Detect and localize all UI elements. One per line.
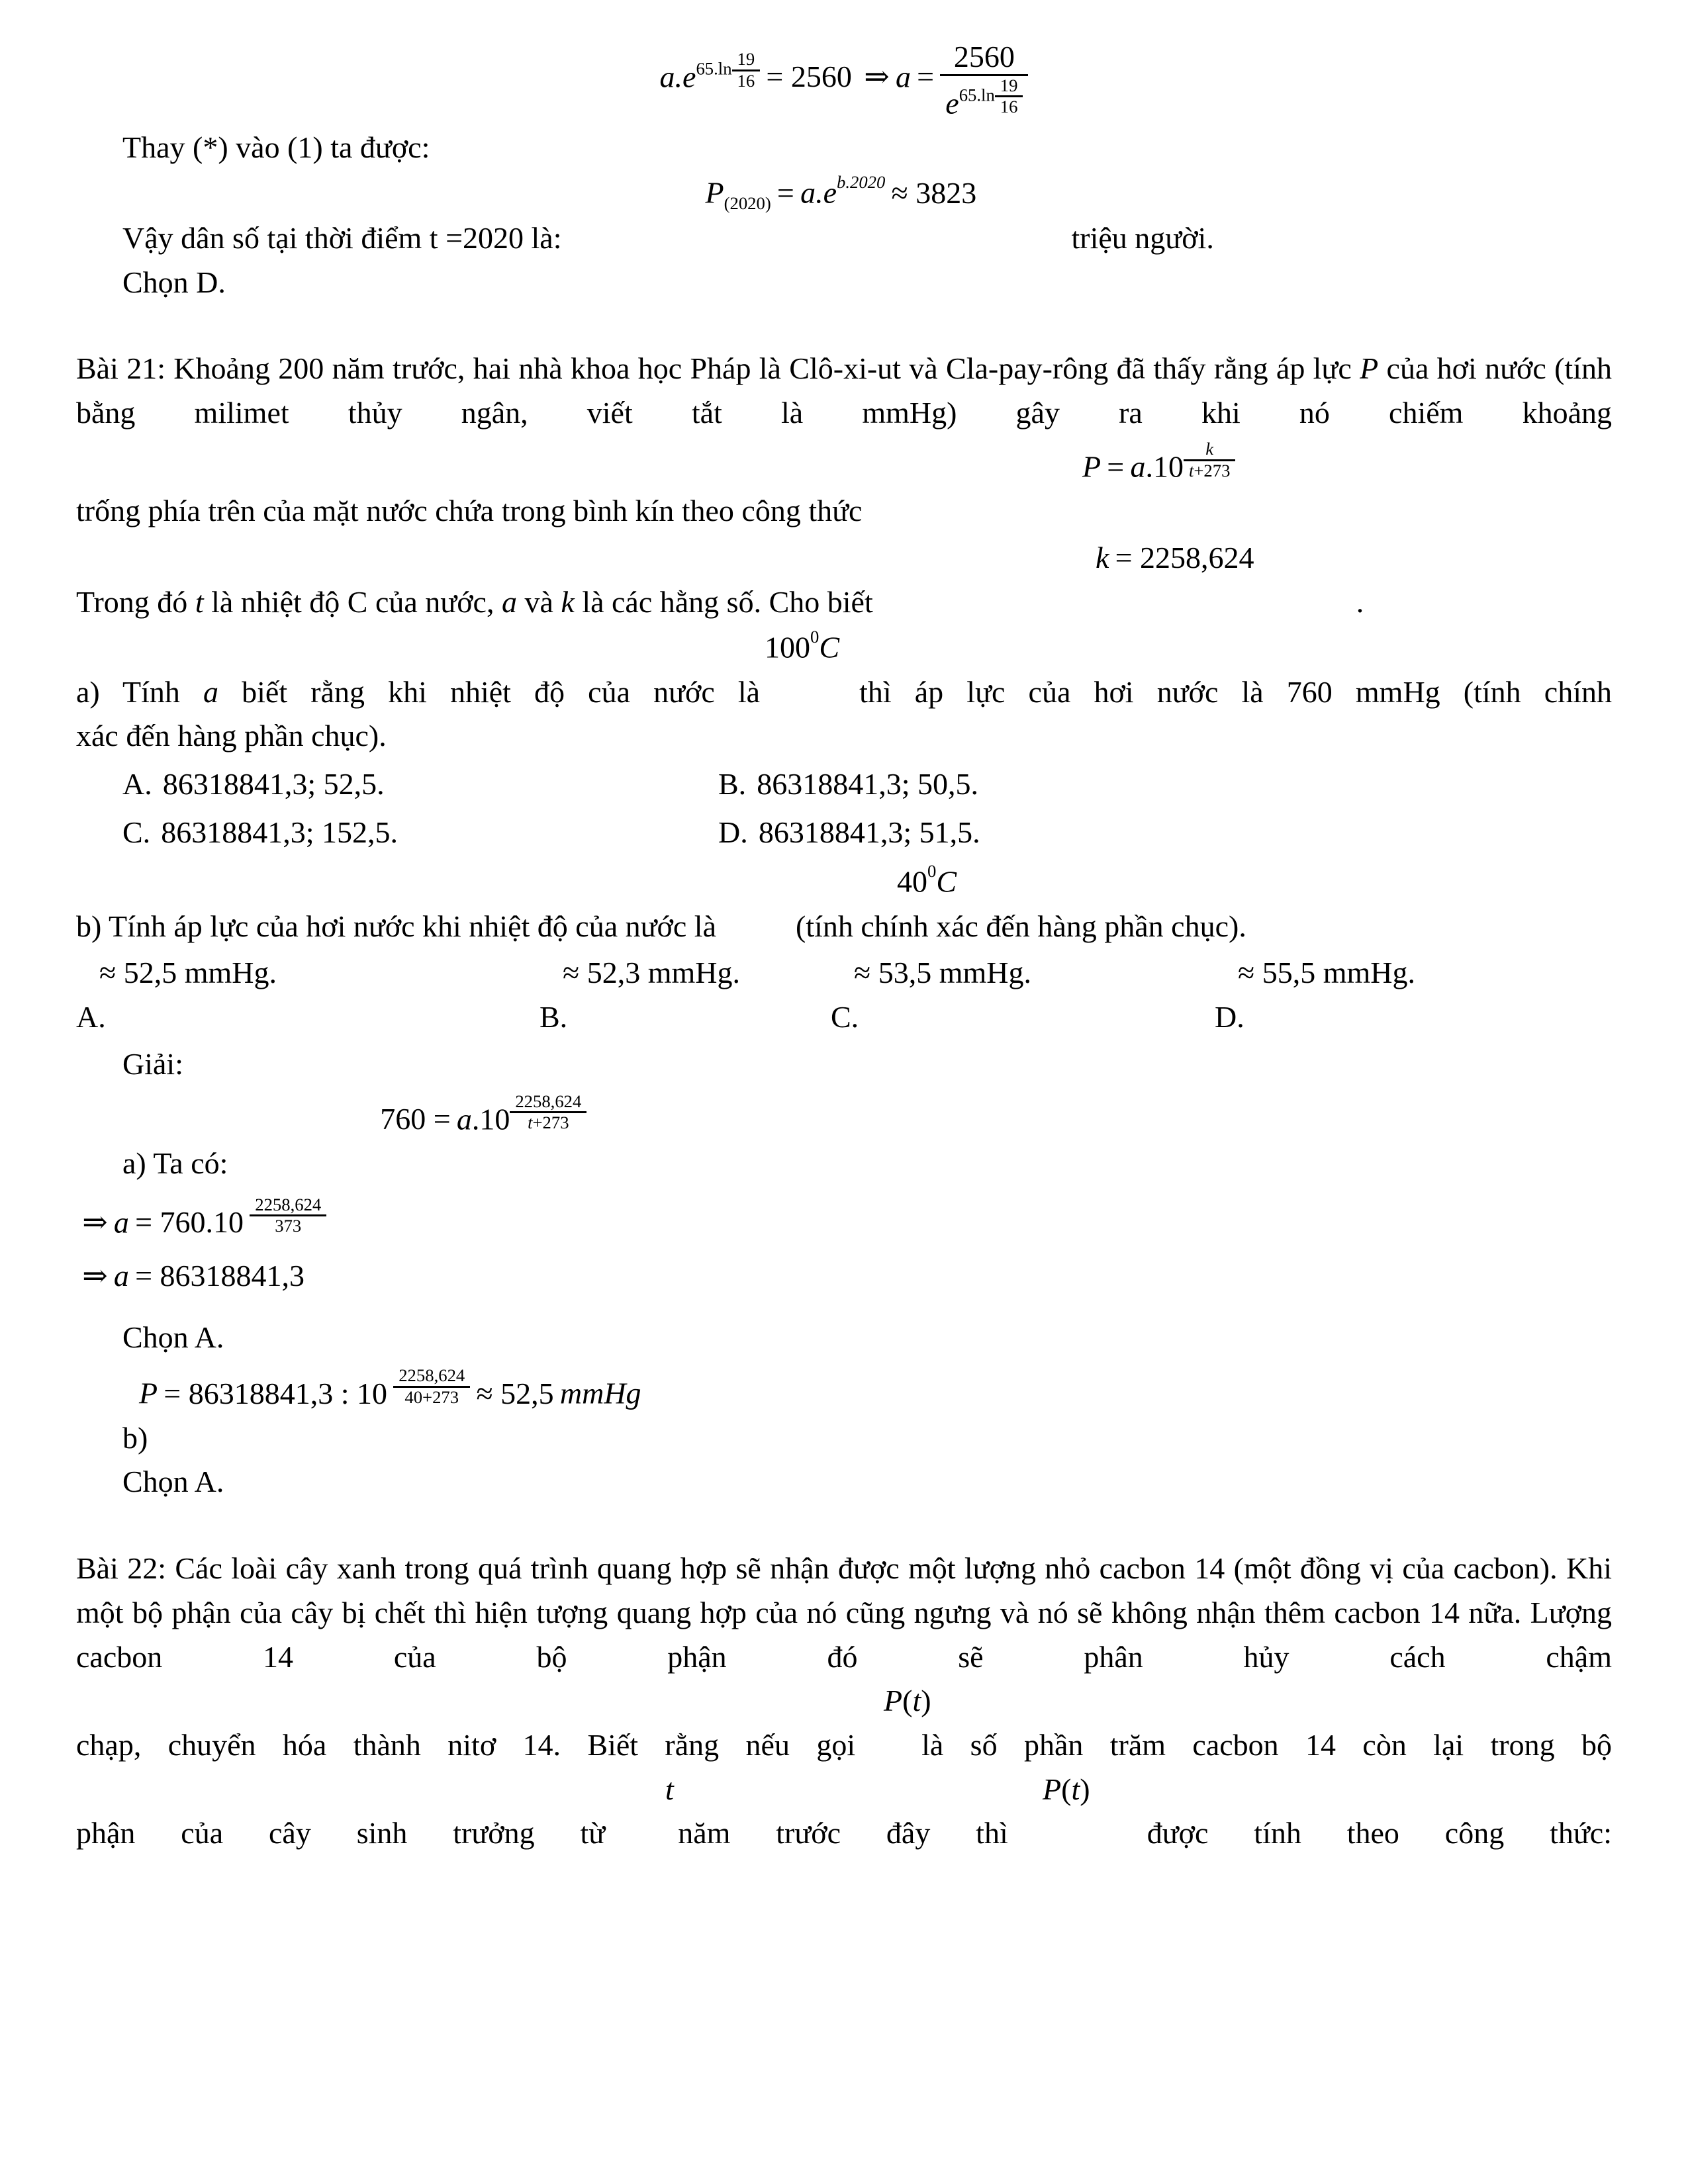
- math-var: k: [561, 584, 575, 619]
- paren: (: [902, 1684, 913, 1718]
- math-op: = 2560: [766, 60, 852, 94]
- math-var: t: [195, 584, 204, 619]
- exponent: [393, 1366, 470, 1408]
- problem-21-intro: [76, 347, 1612, 435]
- substitution-note: Thay (*) vào (1) ta được:: [122, 130, 430, 164]
- math-var: P: [884, 1684, 903, 1718]
- options-b: [76, 951, 1612, 1039]
- formula-pressure-40: [139, 1366, 1612, 1416]
- math-base: .10: [1145, 449, 1184, 484]
- option-value: ≈ 52,5 mmHg.: [99, 956, 277, 990]
- text: và: [516, 584, 561, 619]
- fraction: [510, 1092, 586, 1134]
- math-var: P: [139, 1377, 158, 1411]
- options-a: [76, 762, 1612, 854]
- unit: C: [936, 865, 957, 899]
- formula-40c: [897, 858, 1612, 904]
- question-a-line1: [76, 670, 1612, 715]
- formula-a-step1: [76, 1195, 1612, 1245]
- implies-symbol: ⇒: [82, 1205, 108, 1240]
- vertical-gap: [76, 304, 1612, 347]
- math-var: e: [945, 86, 959, 120]
- text: b) Tính áp lực của hơi nước khi nhiệt độ của nước là: [76, 909, 716, 943]
- problem-21-line2: trống phía trên của mặt nước chứa trong bình kín theo công thức: [76, 494, 863, 528]
- option-value: ≈ 53,5 mmHg.: [854, 956, 1032, 990]
- math-const: +273: [1194, 460, 1231, 480]
- option-label: C.: [122, 815, 151, 849]
- exponent: [510, 1092, 586, 1134]
- implies-symbol: ⇒: [82, 1259, 108, 1293]
- option-label: D.: [1215, 1000, 1244, 1034]
- fraction-numerator: 19: [1000, 75, 1018, 95]
- math-op: =: [917, 60, 935, 94]
- intro-text-2: của hơi nước (tính bằng milimet thủy ngân, viết tắt là mmHg) gây ra khi nó chiếm khoảng: [76, 351, 1612, 430]
- formula-k: [1096, 536, 1612, 580]
- exp-prefix: 65.ln: [959, 85, 995, 105]
- option-a: [122, 762, 718, 807]
- math-var: P: [1043, 1772, 1062, 1806]
- problem-21-line3: [76, 580, 1612, 625]
- math-var: a: [895, 60, 911, 94]
- conclusion-left: Vậy dân số tại thời điểm t =2020 là:: [122, 221, 562, 255]
- math-var: t: [1071, 1772, 1080, 1806]
- fraction: [732, 50, 761, 91]
- paren: ): [921, 1684, 931, 1718]
- option-b: [718, 762, 1612, 807]
- math-const: 100: [765, 630, 810, 664]
- degree-sup: 0: [927, 861, 937, 882]
- exponent: b.2020: [836, 172, 886, 193]
- intro-text-1: Bài 21: Khoảng 200 năm trước, hai nhà khoa học Pháp là Clô-xi-ut và Cla-pay-rông đã thấy rằng áp lực: [76, 351, 1360, 386]
- text: thì áp lực của hơi nước là 760 mmHg (tính chính: [859, 674, 1612, 709]
- fraction-denominator: [1184, 459, 1235, 481]
- option-text: 86318841,3; 152,5.: [161, 815, 399, 849]
- text: a) Tính: [76, 674, 204, 709]
- vertical-gap: [76, 1504, 1612, 1547]
- option-value: ≈ 52,3 mmHg.: [563, 956, 741, 990]
- math-op: = 760.10: [135, 1205, 244, 1240]
- math-var: P: [705, 176, 724, 210]
- vertical-gap: [76, 1298, 1612, 1316]
- formula-solve-a: [76, 40, 1612, 120]
- subscript: (2020): [724, 193, 771, 214]
- fraction-denominator: [940, 74, 1028, 120]
- formula-pt-2: [1043, 1768, 1090, 1812]
- math-op: = 86318841,3 : 10: [164, 1377, 388, 1411]
- option-label: D.: [718, 815, 748, 849]
- option-text: 86318841,3; 50,5.: [757, 767, 979, 801]
- math-var: P: [1360, 351, 1379, 386]
- conclusion-right: triệu người.: [1071, 221, 1214, 255]
- problem-22-line5: [76, 1811, 1612, 1856]
- text: (tính chính xác đến hàng phần chục).: [796, 909, 1246, 943]
- math-var: a.e: [800, 176, 837, 210]
- text: chạp, chuyển hóa thành nitơ 14. Biết rằng nếu gọi: [76, 1727, 856, 1762]
- problem-22-intro: Bài 22: Các loài cây xanh trong quá trình quang hợp sẽ nhận được một lượng nhỏ cacbon 14 (một đồng vị của cacbon). Khi một bộ phận của cây bị chết thì hiện tượng quang hợp của nó cũng ngưng và nó sẽ không nhận thêm cacbon 14 nữa. Lượng cacbon 14 của bộ phận đó sẽ phân hủy cách chậm: [76, 1551, 1612, 1674]
- math-var: a: [113, 1205, 129, 1240]
- math-value: = 86318841,3: [135, 1259, 305, 1293]
- math-var-t: t: [665, 1772, 674, 1806]
- math-var: a: [203, 674, 219, 709]
- fraction-numerator: 2258,624: [515, 1091, 582, 1111]
- formula-pt: [884, 1679, 1612, 1723]
- fraction: [250, 1195, 326, 1237]
- math-var: t: [528, 1113, 533, 1133]
- formula-100c: [765, 624, 1612, 670]
- fraction-numerator: 2258,624: [399, 1365, 465, 1386]
- math-var: a: [456, 1102, 472, 1136]
- text: là số phần trăm cacbon 14 còn lại trong bộ: [921, 1727, 1613, 1762]
- population-conclusion: [76, 216, 1612, 261]
- option-label: C.: [831, 1000, 859, 1034]
- math-var: a.e: [659, 60, 696, 94]
- degree-sup: 0: [810, 627, 820, 647]
- option-label: A.: [76, 1000, 106, 1034]
- exponent: [1184, 439, 1235, 481]
- option-c: [831, 951, 1215, 1039]
- fraction: [393, 1366, 470, 1408]
- math-op: =: [776, 176, 794, 210]
- answer-choice-a1: Chọn A.: [122, 1320, 224, 1354]
- period: .: [1356, 584, 1364, 619]
- answer-choice-a2: Chọn A.: [122, 1465, 224, 1499]
- problem-22-line4: [76, 1723, 1612, 1768]
- answer-choice-d: Chọn D.: [122, 265, 226, 299]
- math-result: ≈ 52,5: [476, 1377, 554, 1411]
- math-var: k: [1096, 540, 1109, 574]
- option-value: ≈ 55,5 mmHg.: [1238, 956, 1416, 990]
- formula-pressure: [1082, 439, 1612, 489]
- option-d: [1215, 951, 1612, 1039]
- option-label: B.: [718, 767, 747, 801]
- fraction-denominator: 40+273: [393, 1386, 470, 1408]
- text: là các hằng số. Cho biết: [574, 584, 873, 619]
- exponent: [250, 1195, 326, 1237]
- math-lhs: 760 =: [380, 1102, 451, 1136]
- option-text: 86318841,3; 52,5.: [162, 767, 385, 801]
- option-c: [122, 811, 718, 855]
- text: năm trước đây thì: [678, 1815, 1008, 1850]
- math-result: ≈ 3823: [891, 176, 977, 210]
- fraction-denominator: [510, 1111, 586, 1133]
- option-b: [539, 951, 831, 1039]
- option-d: [718, 811, 1612, 855]
- math-var: a: [113, 1259, 129, 1293]
- fraction-numerator: k: [1205, 438, 1214, 459]
- paren: ): [1080, 1772, 1090, 1806]
- fraction: [1184, 439, 1235, 481]
- exponent: [696, 50, 760, 91]
- math-var: t: [1188, 460, 1194, 480]
- fraction: [940, 40, 1028, 120]
- unit: C: [819, 630, 840, 664]
- question-a-line2: xác đến hàng phần chục).: [76, 719, 387, 753]
- fraction-numerator: 19: [737, 48, 755, 69]
- paren: (: [1061, 1772, 1072, 1806]
- math-const: 40: [897, 865, 927, 899]
- exponent: [959, 76, 1023, 118]
- math-var: P: [1082, 449, 1102, 484]
- fraction-denominator: 16: [995, 95, 1023, 117]
- fraction-denominator: 16: [732, 69, 761, 91]
- math-base: .10: [471, 1102, 510, 1136]
- fraction-numerator: 2560: [953, 40, 1015, 73]
- math-op: =: [1107, 449, 1125, 484]
- fraction-denominator: 373: [250, 1214, 326, 1236]
- math-const: +273: [532, 1113, 569, 1133]
- solution-a-label: a) Ta có:: [122, 1146, 228, 1180]
- formula-p2020: [76, 169, 1612, 216]
- fraction-numerator: 2258,624: [255, 1194, 322, 1214]
- text: phận của cây sinh trưởng từ: [76, 1815, 606, 1850]
- formula-760: [374, 1092, 1612, 1142]
- math-var: a: [1130, 449, 1146, 484]
- option-text: 86318841,3; 51,5.: [758, 815, 980, 849]
- solution-b-label: b): [122, 1420, 148, 1455]
- fraction: [995, 76, 1023, 118]
- text: Trong đó: [76, 584, 195, 619]
- exp-prefix: 65.ln: [696, 58, 732, 79]
- option-label: A.: [122, 767, 152, 801]
- solution-heading: Giải:: [122, 1046, 183, 1081]
- inline-math-row: [76, 1768, 1612, 1811]
- text: biết rằng khi nhiệt độ của nước là: [218, 674, 761, 709]
- question-b-line: [76, 905, 1612, 949]
- math-value: = 2258,624: [1115, 540, 1254, 574]
- text: được tính theo công thức:: [1147, 1815, 1612, 1850]
- option-a: [76, 951, 539, 1039]
- option-label: B.: [539, 1000, 568, 1034]
- formula-a-step2: [76, 1254, 1612, 1298]
- math-var: t: [912, 1684, 921, 1718]
- math-var: a: [501, 584, 517, 619]
- text: là nhiệt độ C của nước,: [203, 584, 502, 619]
- implies-symbol: ⇒: [864, 60, 890, 94]
- unit: mmHg: [559, 1377, 641, 1411]
